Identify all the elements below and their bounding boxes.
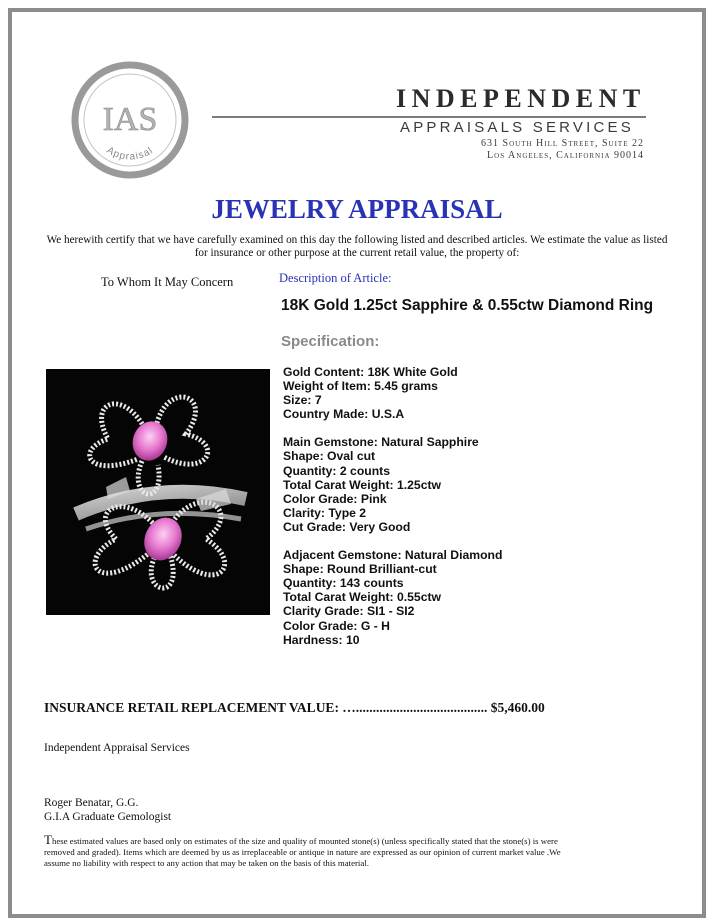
logo-ring-text: Appraisal [104,144,156,163]
signer-title: G.I.A Graduate Gemologist [44,811,172,823]
spec-size: Size: 7 [283,393,322,408]
spec-gold-content: Gold Content: 18K White Gold [283,365,458,379]
spec-main-quantity: Quantity: 2 counts [283,463,390,478]
spec-adjacent-carat: Total Carat Weight: 0.55ctw [283,590,442,605]
ring-photo [46,369,270,615]
spec-adjacent-clarity: Clarity Grade: SI1 - SI2 [283,604,415,619]
specification-heading: Specification: [281,333,380,350]
address-line-2: Los Angeles, California 90014 [487,150,644,161]
spec-hardness: Hardness: 10 [283,632,360,647]
footer-company: Independent Appraisal Services [44,742,190,754]
disclaimer-initial: T [44,832,52,847]
spec-country: Country Made: U.S.A [283,407,405,422]
signer-name: Roger Benatar, G.G. [44,797,139,809]
header-rule [212,116,646,118]
document-title: JEWELRY APPRAISAL [211,194,503,224]
specification-list [283,365,502,647]
spec-main-gemstone: Main Gemstone: Natural Sapphire [283,435,479,450]
company-subtitle: APPRAISALS SERVICES [400,119,634,136]
ias-logo [70,60,190,180]
certification-statement: We herewith certify that we have carefully examined on this day the following listed and described articles. We estimate the value as listed for insurance or other purpose at the current retail value, the property of: [46,234,668,259]
spec-main-carat: Total Carat Weight: 1.25ctw [283,477,442,492]
spec-main-shape: Shape: Oval cut [283,449,376,464]
spec-adjacent-shape: Shape: Round Brilliant-cut [283,562,437,577]
spec-main-color: Color Grade: Pink [283,491,387,506]
insurance-value: INSURANCE RETAIL REPLACEMENT VALUE: …....................................... $5,460.00 [44,700,545,715]
spec-adjacent-color: Color Grade: G - H [283,618,390,633]
spec-weight: Weight of Item: 5.45 grams [283,379,438,394]
spec-main-clarity: Clarity: Type 2 [283,505,367,520]
logo-monogram: IAS [102,101,158,138]
company-name: INDEPENDENT [396,84,646,113]
article-title: 18K Gold 1.25ct Sapphire & 0.55ctw Diamond Ring [281,297,654,314]
description-label: Description of Article: [279,271,392,285]
disclaimer-text: hese estimated values are based only on estimates of the size and quality of mounted stone(s) (unless specifically stated that the stone(s) is were removed and graded). Items which are deemed by us as irreplaceable or antique in nature are expressed as our opinion of current market value .We assume no liability with respect to any action that may be taken on the basis of this material. [44,836,561,868]
disclaimer [44,834,584,869]
address-line-1: 631 South Hill Street, Suite 22 [481,138,644,149]
recipient: To Whom It May Concern [101,275,234,289]
ring-illustration [46,369,270,615]
spec-main-cut: Cut Grade: Very Good [283,519,411,534]
spec-adjacent-quantity: Quantity: 143 counts [283,576,404,591]
spec-adjacent-gemstone: Adjacent Gemstone: Natural Diamond [283,548,503,563]
